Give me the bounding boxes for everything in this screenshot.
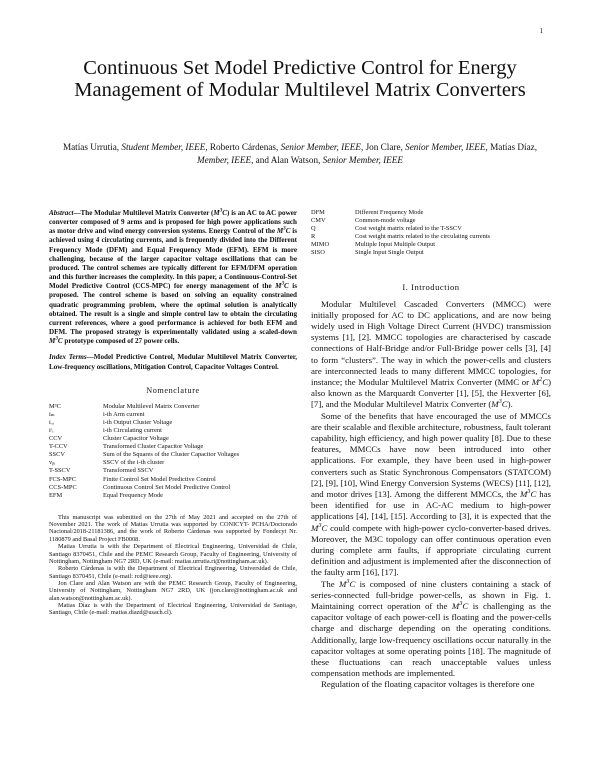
right-column bbox=[311, 209, 551, 691]
author-list bbox=[58, 141, 542, 166]
author-name: Matías Díaz, bbox=[490, 142, 538, 152]
nomenclature-row bbox=[311, 217, 551, 225]
nomenclature-description: Transformed Cluster Capacitor Voltage bbox=[103, 443, 204, 451]
nomenclature-symbol: SSCV bbox=[49, 451, 65, 459]
author-role: Senior Member, IEEE, bbox=[405, 142, 488, 152]
nomenclature-symbol: DFM bbox=[311, 209, 325, 216]
nomenclature-symbol: vᵦᵢ bbox=[49, 459, 56, 467]
nomenclature-row bbox=[49, 484, 297, 492]
nomenclature-description: Cluster Capacitor Voltage bbox=[103, 435, 169, 443]
nomenclature-symbol: T-SSCV bbox=[49, 467, 71, 475]
m3c-symbol: $M^3C$ bbox=[276, 225, 291, 236]
nomenclature-symbol: R bbox=[311, 233, 316, 241]
intro-paragraph: Regulation of the floating capacitor voltages is therefore one bbox=[321, 679, 535, 690]
nomenclature-symbol: iₘ bbox=[49, 410, 55, 418]
nomenclature-description: Different Frequency Mode bbox=[355, 209, 424, 216]
nomenclature-row bbox=[311, 233, 551, 241]
m3c-symbol: $M^3C$ bbox=[491, 398, 508, 410]
nomenclature-symbol: M³C bbox=[49, 402, 61, 410]
nomenclature-row bbox=[49, 451, 297, 459]
nomenclature-row bbox=[49, 467, 297, 475]
left-column bbox=[49, 209, 297, 617]
abstract: Abstract—The Modular Multilevel Matrix Converter $(M^3C)$ is an AC to AC power converter composed of 9 arms and is proposed for high power applications such as motor drive and wind energy conversion systems. Energy Control of the $M^3C$ is achieved using 4 circulating currents, and is frequently divided into the Different Frequency Mode (DFM) and Equal Frequency Mode (EFM). EFM is more challenging, because of the larger capacitor voltage oscillations that can be produced. The control schemes are typically different for EFM/DFM operation and this further increases the complexity. In this paper, a Continuous-Control-Set Model Predictive Control (CCS-MPC) for energy management of the $M^3C$ is proposed. The control scheme is based on solving an equality constrained quadratic programming problem, where the optimal solution is analytically obtained. The result is a single and simple control law to obtain the circulating current references, where a good performance is achieved for both EFM and DFM. The proposed strategy is experimentally validated using a scaled-down $M^3C$ prototype composed of 27 power cells. bbox=[49, 207, 297, 346]
intro-paragraph: Modular Multilevel Cascaded Converters (MMCC) were initially proposed for AC to DC applications, and are now being widely used in High Voltage Direct Current (HVDC) transmission systems [1], [2]. MMCC topologies are characterised by cascade connections of Half-Bridge and/or Full-Bridge power cells [3], [4] to form “clusters”. The way in which the power-cells and clusters are interconnected leads to many different MMCC topologies, for instance; the Modular Multilevel Matrix Converter (MMC or $M^2C$) also known as the Marquardt Converter [1], [5], the Hexverter [6], [7], and the Modular Multilevel Matrix Converter $(M^3C)$. bbox=[311, 298, 551, 410]
nomenclature-description: Cost weight matrix related to the T-SSCV bbox=[355, 225, 462, 233]
m3c-symbol: $M^3C$ bbox=[275, 280, 289, 291]
nomenclature-row bbox=[49, 427, 297, 435]
nomenclature-description: SSCV of the i-th cluster bbox=[103, 459, 165, 467]
m3c-symbol: $M^3C$ bbox=[213, 207, 228, 217]
footnote: Roberto Cárdenas is with the Department of Electrical Engineering, Universidad de Chile, Santiago 8370451, Chile (e-mail: rcd@ieee.org). bbox=[49, 565, 297, 580]
nomenclature-description: Cost weight matrix related to the circulating currents bbox=[355, 233, 491, 241]
m2c-symbol: $M^2C$ bbox=[531, 376, 549, 387]
nomenclature-description: Single Input Single Output bbox=[355, 249, 424, 257]
nomenclature-row bbox=[311, 249, 551, 257]
nomenclature-description: Multiple Input Multiple Output bbox=[355, 241, 436, 249]
nomenclature-symbol: CCV bbox=[49, 435, 63, 443]
footnote: This manuscript was submitted on the 27th of May 2021 and accepted on the 27th of November 2021. The work of Matias Urrutia was supported by CONICYT- PCHA/Doctorado Nacional/2018-21181386, and the work of Roberto Cárdenas was supported by Fondecyt Nr. 1180879 and Basal Project FB0008. bbox=[49, 513, 297, 543]
author-role: Senior Member, IEEE bbox=[322, 154, 404, 165]
author-name: and Alan Watson, bbox=[255, 154, 321, 165]
m3c-symbol: $M^3C$ bbox=[338, 577, 356, 589]
page-number: 1 bbox=[539, 27, 543, 35]
author-name: Jon Clare, bbox=[365, 142, 403, 152]
author-name: Matías Urrutia, bbox=[62, 142, 120, 152]
author-role: Student Member, IEEE, bbox=[121, 142, 208, 152]
index-terms-label: Index Terms bbox=[49, 353, 87, 362]
intro-paragraph: Some of the benefits that have encouraged the use of MMCCs are their scalable and flexible architecture, robustness, fault tolerant capability, high efficiency, and high power quality [8]. Due to these features, MMCCs have now been introduced into other applications. For example, they have been used in high-power converters such as Static Synchronous Compensators (STATCOM) [2], [9], [10], Wind Energy Conversion Systems (WECS) [11], [12], and motor drives [13]. Among the different MMCCs, the $M^3C$ has been identified for use in AC-AC medium to high-power applications [4], [14], [15]. According to [3], it is expected that the $M^3C$ could compete with high-power cyclo-converter-based drives. Moreover, the M3C topology can offer continuous operation even during complete arm faults, if appropriate circulating current definition and adjustment is implemented after the disconnection of the faulty arm [16], [17]. bbox=[311, 410, 551, 578]
nomenclature-description: i-th Circulating current bbox=[103, 426, 162, 434]
nomenclature-row bbox=[49, 476, 297, 484]
nomenclature-symbol: FCS-MPC bbox=[49, 475, 76, 483]
nomenclature-symbol: iₒᵢ bbox=[49, 418, 54, 426]
author-role: Senior Member, IEEE, bbox=[280, 142, 364, 152]
nomenclature-symbol: EFM bbox=[49, 491, 63, 499]
nomenclature-row bbox=[311, 225, 551, 233]
footnotes bbox=[49, 514, 297, 617]
nomenclature-row bbox=[49, 492, 297, 500]
nomenclature-row bbox=[49, 419, 297, 427]
nomenclature-row bbox=[49, 435, 297, 443]
nomenclature-row bbox=[311, 209, 551, 217]
nomenclature-row bbox=[49, 411, 297, 419]
footnote: Matias Díaz is with the Department of Electrical Engineering, Universidad de Santiago, Santiago, Chile (e-mail: matias.diazd@usach.cl). bbox=[49, 601, 297, 617]
nomenclature-symbol: iᶜᵢ bbox=[49, 426, 54, 434]
footnote: Jon Clare and Alan Watson are with the PEMC Research Group, Faculty of Engineering, University of Nottingham, Nottingham NG7 2RD, UK (jon.clare@nottingham.ac.uk and alan.watson@nottingham.ac.uk). bbox=[49, 579, 297, 602]
nomenclature-description: Continuous Control Set Model Predictive Control bbox=[103, 483, 231, 491]
nomenclature-symbol: MIMO bbox=[311, 241, 330, 249]
nomenclature-description: Modular Multilevel Matrix Converter bbox=[103, 402, 200, 410]
nomenclature-description: Finite Control Set Model Predictive Control bbox=[103, 475, 216, 483]
abstract-label: Abstract bbox=[49, 209, 74, 217]
paper-title: Continuous Set Model Predictive Control for Energy Management of Modular Multilevel Matrix Converters bbox=[74, 57, 526, 101]
nomenclature-description: i-th Output Cluster Voltage bbox=[103, 418, 173, 426]
nomenclature-table bbox=[49, 403, 297, 500]
nomenclature-symbol: SISO bbox=[311, 249, 325, 257]
nomenclature-table-continued bbox=[311, 209, 551, 258]
nomenclature-heading: Nomenclature bbox=[146, 385, 200, 395]
nomenclature-description: i-th Arm current bbox=[103, 410, 145, 418]
m3c-symbol: $M^3C$ bbox=[49, 335, 63, 346]
intro-paragraph: The $M^3C$ is composed of nine clusters containing a stack of series-connected full-bridge power-cells, as shown in Fig. 1. Maintaining correct operation of the $M^3C$ is challenging as the capacitor voltage of each power-cell is floating and the power-cells charge and discharge depending on the operating conditions. Additionally, large low-frequency oscillations occur naturally in the capacitor voltages at some operating points [18]. The magnitude of these fluctuations can reach unacceptable values unless compensation methods are implemented. bbox=[311, 577, 551, 679]
footnote: Matias Urrutia is with the Department of Electrical Engineering, Universidad de Chile, Santiago 8370451, Chile and the PEMC Research Group, Faculty of Engineering, University of Nottingham, Nottingham NG7 2RD, UK (e-mail: matias.urrutia.ri@nottingham.ac.uk). bbox=[49, 543, 297, 565]
nomenclature-description: Equal Frequency Mode bbox=[103, 491, 163, 499]
nomenclature-symbol: Q bbox=[311, 225, 316, 233]
m3c-symbol: $M^3C$ bbox=[311, 521, 328, 533]
nomenclature-description: Transformed SSCV bbox=[103, 467, 154, 475]
nomenclature-symbol: CCS-MPC bbox=[49, 483, 77, 491]
author-name: Roberto Cárdenas, bbox=[209, 142, 279, 152]
index-terms: Index Terms—Model Predictive Control, Modular Multilevel Matrix Converter, Low-frequency oscillations, Mitigation Control, Capacitor Voltages Control. bbox=[49, 353, 297, 371]
nomenclature-description: Common-mode voltage bbox=[355, 217, 416, 225]
nomenclature-row bbox=[311, 241, 551, 249]
nomenclature-symbol: CMV bbox=[311, 217, 326, 225]
nomenclature-symbol: T-CCV bbox=[49, 443, 68, 451]
author-role: Member, IEEE, bbox=[196, 154, 254, 165]
nomenclature-row bbox=[49, 443, 297, 451]
section-heading-introduction: I. Introduction bbox=[402, 281, 460, 292]
m3c-symbol: $M^3C$ bbox=[451, 600, 469, 612]
nomenclature-row bbox=[49, 403, 297, 411]
nomenclature-row bbox=[49, 459, 297, 467]
nomenclature-description: Sum of the Squares of the Cluster Capacitor Voltages bbox=[103, 451, 240, 459]
m3c-symbol: $M^3C$ bbox=[519, 488, 537, 500]
